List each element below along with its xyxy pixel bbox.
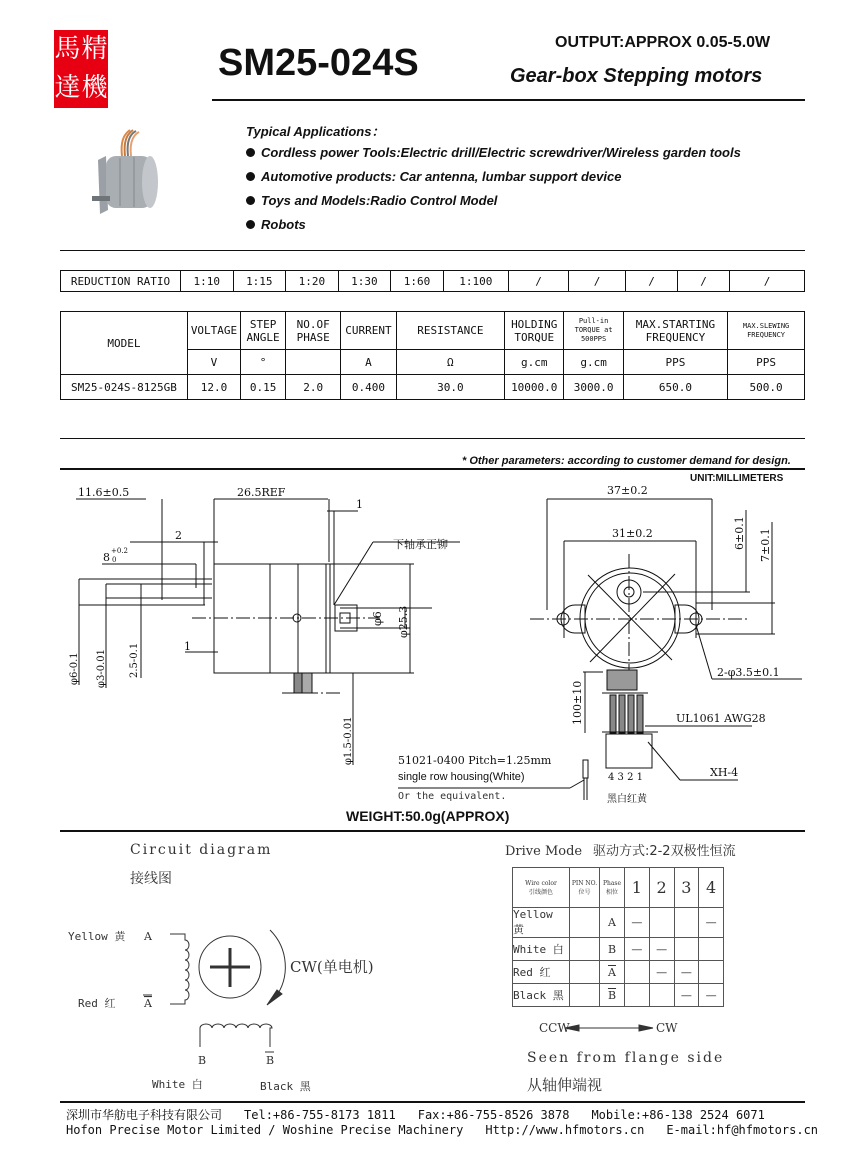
fax: Fax:+86-755-8526 3878 xyxy=(417,1108,570,1122)
value-cell: 2.0 xyxy=(286,375,341,400)
table-row xyxy=(61,271,805,292)
value-cell: SM25-024S-8125GB xyxy=(61,375,188,400)
dim-label: 2.5-0.1 xyxy=(129,642,140,678)
wire-yellow: Yellow 黄 xyxy=(68,930,126,943)
table-row xyxy=(513,984,724,1007)
application-text: Toys and Models:Radio Control Model xyxy=(261,193,498,208)
header-max-slewing: MAX.SLEWING FREQUENCY xyxy=(728,312,805,350)
dim-label: 2 xyxy=(175,529,182,542)
ratio-cell: 1:15 xyxy=(233,271,286,292)
ratio-cell: / xyxy=(569,271,626,292)
ratio-cell: / xyxy=(509,271,569,292)
step-header: 4 xyxy=(699,868,724,908)
value-cell: 3000.0 xyxy=(564,375,623,400)
header-wire-color xyxy=(513,868,570,908)
header-text: 引线颜色 xyxy=(528,888,553,896)
dim-label: 100±10 xyxy=(571,680,584,725)
ratio-cell: 1:10 xyxy=(181,271,234,292)
phase-a-bar-label: A xyxy=(144,997,152,1010)
logo-char: 機 xyxy=(81,73,108,103)
drive-mode-title xyxy=(505,840,736,859)
ratio-cell: / xyxy=(730,271,805,292)
dim-label: 6±0.1 xyxy=(733,516,746,550)
application-text: Cordless power Tools:Electric drill/Electric screwdriver/Wireless garden tools xyxy=(261,145,741,160)
ratio-cell: 1:60 xyxy=(391,271,444,292)
step-cell xyxy=(649,908,674,938)
dim-label: 0 xyxy=(112,556,117,564)
phase-cell: $\overline{B}$ xyxy=(600,984,625,1007)
phase-cell: B xyxy=(600,938,625,961)
bearing-label: 下轴承正铆 xyxy=(393,538,448,551)
mobile: Mobile:+86-138 2524 6071 xyxy=(591,1108,765,1122)
pin-colors: 黑白红黄 xyxy=(607,794,647,805)
section-divider xyxy=(60,468,805,470)
dim-label: 31±0.2 xyxy=(612,527,653,540)
wire-white: White 白 xyxy=(152,1078,203,1091)
unit-label: UNIT:MILLIMETERS xyxy=(690,473,784,484)
header-resistance: RESISTANCE xyxy=(396,312,504,350)
wire-color-cell: Black 黑 xyxy=(513,984,570,1007)
dim-label: 11.6±0.5 xyxy=(78,486,130,499)
ratio-cell: / xyxy=(626,271,678,292)
application-item xyxy=(246,169,621,184)
section-divider xyxy=(60,250,805,251)
reduction-label: REDUCTION RATIO xyxy=(61,271,181,292)
value-cell: 30.0 xyxy=(396,375,504,400)
step-header: 1 xyxy=(625,868,650,908)
dim-label: φ3-0.01 xyxy=(96,648,107,688)
step-cell xyxy=(625,984,650,1007)
phase-cell: $\overline{A}$ xyxy=(600,961,625,984)
dim-label: φ6 xyxy=(371,611,384,626)
seen-from-label-cn: 从轴伸端视 xyxy=(527,1076,603,1094)
ratio-cell: 1:100 xyxy=(443,271,508,292)
header-holding-torque: HOLDING TORQUE xyxy=(505,312,564,350)
pin-cell xyxy=(570,938,600,961)
design-note: * Other parameters: according to customer demand for design. xyxy=(462,455,791,467)
step-cell: — xyxy=(649,961,674,984)
table-header-row xyxy=(513,868,724,908)
step-cell: — xyxy=(699,984,724,1007)
bullet-icon xyxy=(246,148,255,157)
unit-cell: V xyxy=(187,350,240,375)
value-cell: 0.15 xyxy=(241,375,286,400)
motor-photo xyxy=(92,128,162,218)
seen-from-label: Seen from flange side xyxy=(527,1050,725,1066)
unit-cell: g.cm xyxy=(564,350,623,375)
bullet-icon xyxy=(246,220,255,229)
spec-table xyxy=(60,311,805,400)
unit-cell: PPS xyxy=(728,350,805,375)
drive-title-en: Drive Mode xyxy=(505,844,583,859)
application-text: Robots xyxy=(261,217,306,232)
dim-label: φ25.3 xyxy=(397,605,410,638)
dim-label: 37±0.2 xyxy=(607,484,648,497)
circuit-diagram xyxy=(60,910,400,1100)
pin-cell xyxy=(570,908,600,938)
value-cell: 500.0 xyxy=(728,375,805,400)
telephone: Tel:+86-755-8173 1811 xyxy=(244,1108,396,1122)
side-view-drawing xyxy=(50,480,448,800)
cw-label: CW xyxy=(656,1021,678,1035)
section-divider xyxy=(60,830,805,832)
applications-title: Typical Applications： xyxy=(246,124,385,139)
dim-label: 8 xyxy=(103,551,110,564)
header-text: 位号 xyxy=(578,888,591,896)
pin-cell xyxy=(570,961,600,984)
header-pin-no xyxy=(570,868,600,908)
wire-red: Red 红 xyxy=(78,997,116,1010)
step-cell xyxy=(674,938,699,961)
circuit-title-cn: 接线图 xyxy=(130,871,172,887)
application-item xyxy=(246,217,306,232)
housing-callout xyxy=(398,750,608,808)
logo-char: 精 xyxy=(81,34,108,64)
product-subtitle: Gear-box Stepping motors xyxy=(510,65,763,87)
dim-label: 1 xyxy=(356,498,363,511)
application-item xyxy=(246,193,497,208)
value-cell: 12.0 xyxy=(187,375,240,400)
header-voltage: VOLTAGE xyxy=(187,312,240,350)
connector-label: XH-4 xyxy=(710,766,739,779)
circuit-title: Circuit diagram xyxy=(130,842,273,858)
housing-text: Or the equivalent. xyxy=(398,791,507,802)
phase-b-label: B xyxy=(198,1054,207,1067)
table-row xyxy=(61,375,805,400)
header-step-angle: STEP ANGLE xyxy=(241,312,286,350)
bullet-icon xyxy=(246,196,255,205)
unit-cell: A xyxy=(341,350,396,375)
step-cell xyxy=(625,961,650,984)
footer-contact xyxy=(66,1106,787,1123)
unit-cell: ° xyxy=(241,350,286,375)
arrow-right-icon xyxy=(639,1025,653,1031)
header-phase xyxy=(600,868,625,908)
step-cell: — xyxy=(674,984,699,1007)
header-text: 相位 xyxy=(605,888,618,896)
section-divider xyxy=(60,438,805,439)
application-item xyxy=(246,145,741,160)
header-phase: NO.OF PHASE xyxy=(286,312,341,350)
housing-text: single row housing(White) xyxy=(398,771,525,783)
step-cell: — xyxy=(649,938,674,961)
table-header-row xyxy=(61,312,805,350)
table-row xyxy=(513,938,724,961)
dim-label: 1 xyxy=(184,640,191,653)
step-cell xyxy=(699,938,724,961)
wire-black: Black 黑 xyxy=(260,1080,311,1093)
step-cell: — xyxy=(625,908,650,938)
pin-cell xyxy=(570,984,600,1007)
website-link[interactable]: Http://www.hfmotors.cn xyxy=(485,1123,645,1137)
header-text: Phase xyxy=(602,879,622,887)
ratio-cell: / xyxy=(678,271,730,292)
company-name-cn: 深圳市华舫电子科技有限公司 xyxy=(66,1108,223,1122)
value-cell: 0.400 xyxy=(341,375,396,400)
dim-label: φ1.5-0.01 xyxy=(343,716,354,765)
header-divider xyxy=(212,99,805,101)
dim-label: 26.5REF xyxy=(237,486,286,499)
company-logo xyxy=(54,30,108,108)
table-row xyxy=(513,908,724,938)
phase-a-label: A xyxy=(144,930,152,943)
bullet-icon xyxy=(246,172,255,181)
wire-label: UL1061 AWG28 xyxy=(676,712,766,725)
output-power: OUTPUT:APPROX 0.05-5.0W xyxy=(555,34,771,51)
model-title: SM25-024S xyxy=(218,42,419,84)
drive-mode-table xyxy=(512,867,724,1007)
value-cell: 650.0 xyxy=(623,375,727,400)
wire-color-cell: Yellow 黄 xyxy=(513,908,570,938)
weight-label: WEIGHT:50.0g(APPROX) xyxy=(346,808,510,824)
header-max-starting: MAX.STARTING FREQUENCY xyxy=(623,312,727,350)
header-pullin-torque: Pull-in TORQUE at 500PPS xyxy=(564,312,623,350)
housing-text: 51021-0400 Pitch=1.25mm xyxy=(398,754,552,767)
unit-cell: PPS xyxy=(623,350,727,375)
step-cell xyxy=(649,984,674,1007)
step-cell: — xyxy=(625,938,650,961)
email-link[interactable]: E-mail:hf@hfmotors.cn xyxy=(666,1123,819,1137)
value-cell: 10000.0 xyxy=(505,375,564,400)
header-text: Wire color xyxy=(525,879,557,887)
footer-divider xyxy=(60,1101,805,1103)
unit-cell: Ω xyxy=(396,350,504,375)
table-row xyxy=(513,961,724,984)
ratio-cell: 1:20 xyxy=(286,271,339,292)
step-cell: — xyxy=(674,961,699,984)
logo-char: 馬 xyxy=(54,34,81,64)
company-name-en: Hofon Precise Motor Limited / Woshine Precise Machinery xyxy=(66,1123,464,1137)
ccw-label: CCW xyxy=(539,1021,570,1035)
phase-b-bar-label: B xyxy=(266,1054,275,1067)
step-cell xyxy=(674,908,699,938)
reduction-ratio-table xyxy=(60,270,805,292)
ratio-cell: 1:30 xyxy=(338,271,391,292)
logo-char: 達 xyxy=(54,73,81,103)
step-cell xyxy=(699,961,724,984)
unit-cell xyxy=(286,350,341,375)
direction-arrow xyxy=(535,1018,685,1038)
dim-label: 7±0.1 xyxy=(759,528,772,562)
cw-label: CW(单电机) xyxy=(290,958,374,976)
unit-cell: g.cm xyxy=(505,350,564,375)
dim-label: 2-φ3.5±0.1 xyxy=(717,666,780,679)
step-cell: — xyxy=(699,908,724,938)
dim-label: +0.2 xyxy=(111,547,128,555)
dim-label: φ6-0.1 xyxy=(69,652,80,685)
header-model: MODEL xyxy=(61,312,188,375)
header-text: PIN NO. xyxy=(571,879,598,887)
step-header: 3 xyxy=(674,868,699,908)
wire-color-cell: White 白 xyxy=(513,938,570,961)
phase-cell: A xyxy=(600,908,625,938)
drive-title-cn: 驱动方式:2-2双极性恒流 xyxy=(592,844,736,859)
pin-numbers: 4 3 2 1 xyxy=(608,772,643,783)
wire-color-cell: Red 红 xyxy=(513,961,570,984)
step-header: 2 xyxy=(649,868,674,908)
footer-company xyxy=(66,1123,840,1137)
application-text: Automotive products: Car antenna, lumbar support device xyxy=(261,169,622,184)
header-current: CURRENT xyxy=(341,312,396,350)
